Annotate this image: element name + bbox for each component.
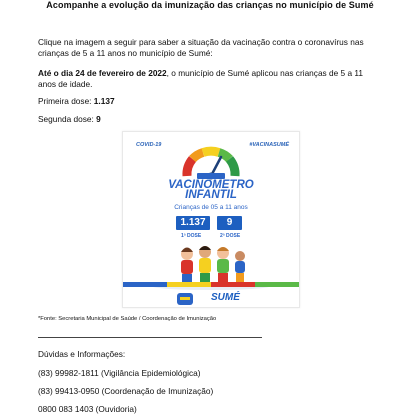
contacts-heading: Dúvidas e Informações: bbox=[38, 349, 126, 359]
covid-tag: COVID-19 bbox=[136, 142, 162, 148]
vaccinometer-image-link[interactable] bbox=[122, 131, 300, 308]
second-dose-line bbox=[38, 114, 383, 125]
first-dose-label: Primeira dose: bbox=[38, 96, 94, 106]
contact-line: (83) 99982-1811 (Vigilância Epidemiológica) bbox=[38, 368, 201, 378]
source-note: *Fonte: Secretaria Municipal de Saúde / Coordenação de Imunização bbox=[38, 316, 217, 322]
second-dose-label: Segunda dose: bbox=[38, 114, 97, 124]
first-dose-number: 1.137 bbox=[176, 216, 210, 230]
divider bbox=[38, 337, 262, 338]
hashtag-tag: #VACINASUMÉ bbox=[249, 142, 289, 148]
second-dose-caption: 2ª DOSE bbox=[220, 233, 241, 239]
color-stripe bbox=[123, 282, 299, 290]
first-dose-line bbox=[38, 96, 383, 107]
second-dose-value: 9 bbox=[96, 114, 101, 124]
update-date: Até o dia 24 de fevereiro de 2022 bbox=[38, 68, 167, 78]
card-heading bbox=[123, 180, 299, 200]
intro-paragraph: Clique na imagem a seguir para saber a situação da vacinação contra o coronavírus nas crianças de 5 a 11 anos no município de Sumé: bbox=[38, 37, 364, 58]
heading-line-1: VACINÔMETRO bbox=[168, 179, 254, 191]
coat-of-arms-icon bbox=[175, 292, 195, 306]
update-text: , o município de Sumé aplicou nas crianças de 5 a 11 anos de idade. bbox=[38, 68, 363, 89]
second-dose-number: 9 bbox=[217, 216, 242, 230]
contact-line: (83) 99413-0950 (Coordenação de Imunização) bbox=[38, 386, 214, 396]
first-dose-caption: 1ª DOSE bbox=[181, 233, 202, 239]
page-title: Acompanhe a evolução da imunização das crianças no município de Sumé bbox=[46, 0, 374, 10]
heading-line-2: INFANTIL bbox=[185, 189, 237, 201]
contact-line: 0800 083 1403 (Ouvidoria) bbox=[38, 404, 137, 414]
sume-brand-logo: SUMÉ bbox=[211, 292, 240, 303]
first-dose-value: 1.137 bbox=[93, 96, 115, 106]
update-paragraph bbox=[38, 68, 383, 90]
card-subtitle: Crianças de 05 a 11 anos bbox=[174, 204, 248, 211]
